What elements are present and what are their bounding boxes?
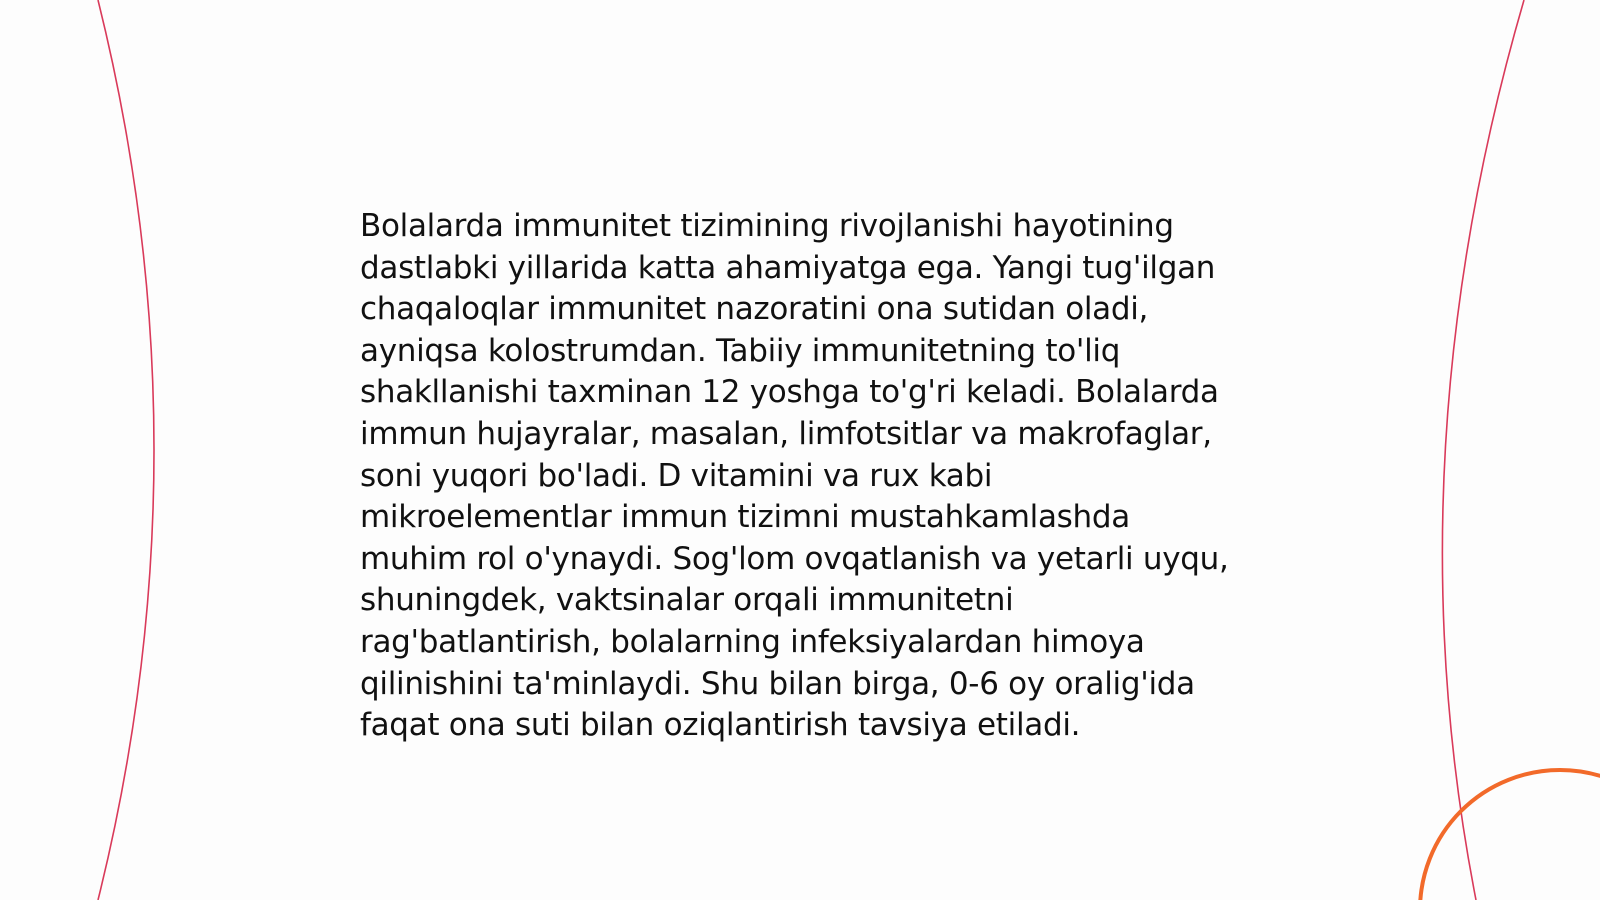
right-curve-line <box>1442 0 1524 900</box>
slide-body-text: Bolalarda immunitet tizimining rivojlanishi hayotining dastlabki yillarida katta ahamiyatga ega. Yangi tug'ilgan chaqaloqlar immunitet nazoratini ona sutidan oladi, ayniqsa kolostrumdan. Tabiiy immunitetning to'liq shakllanishi taxminan 12 yoshga to'g'ri keladi. Bolalarda immun hujayralar, masalan, limfotsitlar va makrofaglar, soni yuqori bo'ladi. D vitamini va rux kabi mikroelementlar immun tizimni mustahkamlashda muhim rol o'ynaydi. Sog'lom ovqatlanish va yetarli uyqu, shuningdek, vaktsinalar orqali immunitetni rag'batlantirish, bolalarning infeksiyalardan himoya qilinishini ta'minlaydi. Shu bilan birga, 0-6 oy oralig'ida faqat ona suti bilan oziqlantirish tavsiya etiladi. <box>360 208 1229 744</box>
accent-arc <box>1420 770 1600 900</box>
left-curve-line <box>98 0 154 900</box>
